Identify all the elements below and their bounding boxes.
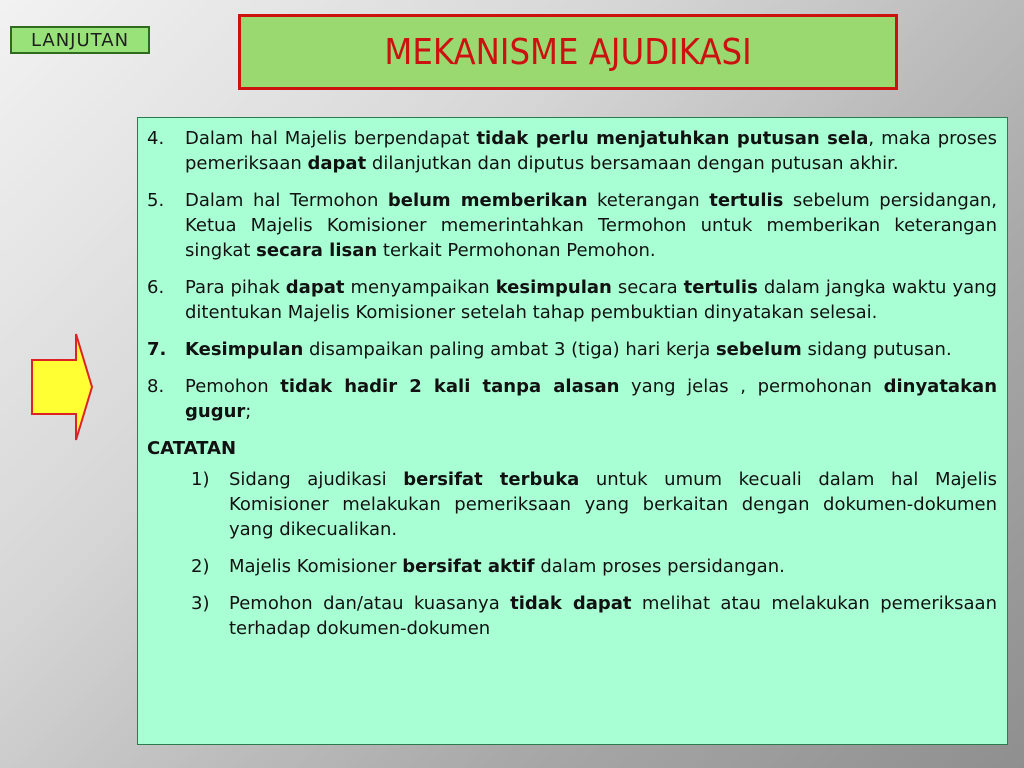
bold-text: belum memberikan (387, 190, 588, 211)
catatan-item (147, 591, 997, 641)
bold-text: tertulis (683, 277, 758, 298)
catatan-number: 2) (191, 556, 210, 577)
catatan-item (147, 554, 997, 579)
numbered-list (147, 126, 997, 424)
bold-text: dapat (285, 277, 345, 298)
text-segment: Dalam hal Majelis berpendapat (185, 128, 477, 149)
catatan-number: 1) (191, 469, 210, 490)
text-segment: sebelum persidangan, Ketua Majelis Komisioner memerintahkan Termohon untuk memberikan keterangan singkat (185, 190, 998, 261)
bold-text: kesimpulan (495, 277, 612, 298)
bold-text: Kesimpulan (185, 339, 304, 360)
list-item (147, 126, 997, 176)
catatan-text (229, 554, 997, 579)
right-arrow-icon (30, 332, 94, 446)
content-panel (137, 117, 1008, 745)
bold-text: bersifat terbuka (403, 469, 580, 490)
item-number: 8. (147, 376, 165, 397)
catatan-item (147, 467, 997, 542)
item-text (185, 337, 997, 362)
bold-text: tidak perlu menjatuhkan putusan sela (476, 128, 869, 149)
item-text (185, 188, 997, 263)
text-segment: yang jelas , permohonan (619, 376, 884, 397)
item-number: 6. (147, 277, 165, 298)
item-number: 7. (147, 339, 167, 360)
text-segment: dalam jangka waktu yang ditentukan Majelis Komisioner setelah tahap pembuktian dinyatakan selesai. (185, 277, 997, 323)
bold-text: sebelum (715, 339, 802, 360)
bold-text: dapat (307, 153, 367, 174)
bold-text: secara lisan (256, 240, 378, 261)
text-segment: Pemohon (185, 376, 281, 397)
text-segment: melihat atau melakukan pemeriksaan terhadap dokumen-dokumen (229, 593, 997, 639)
catatan-heading: CATATAN (147, 438, 237, 459)
slide-title-box (238, 14, 898, 90)
catatan-text (229, 467, 997, 542)
text-segment: secara (611, 277, 684, 298)
catatan-number: 3) (191, 593, 210, 614)
catatan-list (147, 467, 997, 641)
lanjutan-badge: LANJUTAN (10, 26, 150, 54)
slide-title: MEKANISME AJUDIKASI (384, 31, 752, 73)
text-segment: , maka proses pemeriksaan (185, 128, 997, 174)
item-number: 4. (147, 128, 165, 149)
text-segment: ; (245, 401, 252, 422)
bold-text: tertulis (709, 190, 784, 211)
text-segment: Dalam hal Termohon (185, 190, 388, 211)
item-text (185, 126, 997, 176)
text-segment: dilanjutkan dan diputus bersamaan dengan putusan akhir. (366, 153, 899, 174)
text-segment: Para pihak (185, 277, 286, 298)
bold-text: tidak hadir 2 kali tanpa alasan (280, 376, 620, 397)
text-segment: untuk umum kecuali dalam hal Majelis Komisioner melakukan pemeriksaan yang berkaitan dengan dokumen-dokumen yang dikecualikan. (229, 469, 997, 540)
text-segment: terkait Permohonan Pemohon. (377, 240, 656, 261)
text-segment: disampaikan paling ambat 3 (tiga) hari kerja (303, 339, 716, 360)
list-item (147, 337, 997, 362)
list-item (147, 374, 997, 424)
catatan-text (229, 591, 997, 641)
text-segment: sidang putusan. (801, 339, 952, 360)
list-item (147, 275, 997, 325)
text-segment: keterangan (587, 190, 710, 211)
text-segment: menyampaikan (344, 277, 496, 298)
item-text (185, 275, 997, 325)
list-item (147, 188, 997, 263)
item-number: 5. (147, 190, 165, 211)
text-segment: Pemohon dan/atau kuasanya (229, 593, 511, 614)
text-segment: dalam proses persidangan. (534, 556, 785, 577)
bold-text: bersifat aktif (402, 556, 535, 577)
bold-text: tidak dapat (510, 593, 632, 614)
bold-text: dinyatakan gugur (185, 376, 998, 422)
text-segment: Majelis Komisioner (229, 556, 403, 577)
item-text (185, 374, 997, 424)
text-segment: Sidang ajudikasi (229, 469, 404, 490)
